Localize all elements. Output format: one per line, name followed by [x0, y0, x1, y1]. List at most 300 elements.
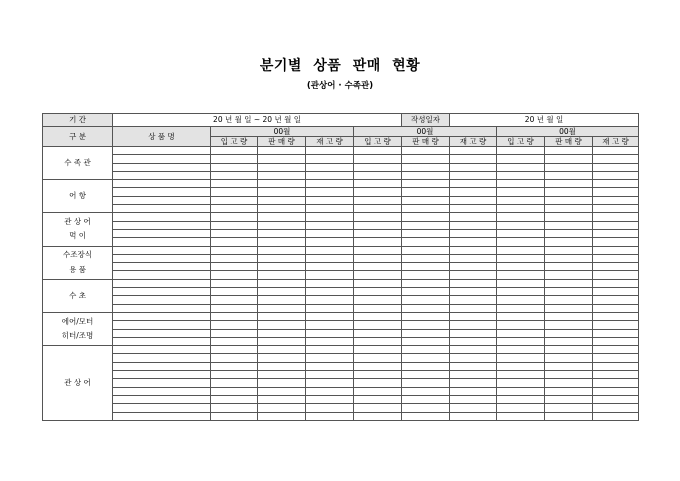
product-name-cell[interactable]	[113, 387, 211, 395]
quantity-cell[interactable]	[450, 288, 497, 296]
quantity-cell[interactable]	[593, 354, 639, 362]
quantity-cell[interactable]	[450, 404, 497, 412]
quantity-cell[interactable]	[354, 371, 402, 379]
quantity-cell[interactable]	[593, 238, 639, 246]
quantity-cell[interactable]	[258, 404, 306, 412]
quantity-cell[interactable]	[258, 221, 306, 229]
quantity-cell[interactable]	[306, 271, 354, 279]
quantity-cell[interactable]	[450, 254, 497, 262]
quantity-cell[interactable]	[450, 337, 497, 345]
quantity-cell[interactable]	[545, 147, 593, 155]
product-name-cell[interactable]	[113, 171, 211, 179]
quantity-cell[interactable]	[258, 254, 306, 262]
quantity-cell[interactable]	[211, 296, 258, 304]
quantity-cell[interactable]	[354, 354, 402, 362]
product-name-cell[interactable]	[113, 379, 211, 387]
product-name-cell[interactable]	[113, 395, 211, 403]
quantity-cell[interactable]	[354, 229, 402, 237]
quantity-cell[interactable]	[258, 229, 306, 237]
quantity-cell[interactable]	[306, 213, 354, 221]
quantity-cell[interactable]	[211, 254, 258, 262]
quantity-cell[interactable]	[354, 346, 402, 354]
quantity-cell[interactable]	[450, 229, 497, 237]
quantity-cell[interactable]	[211, 304, 258, 312]
quantity-cell[interactable]	[450, 296, 497, 304]
quantity-cell[interactable]	[258, 395, 306, 403]
quantity-cell[interactable]	[306, 346, 354, 354]
quantity-cell[interactable]	[497, 321, 545, 329]
quantity-cell[interactable]	[258, 271, 306, 279]
quantity-cell[interactable]	[497, 404, 545, 412]
quantity-cell[interactable]	[402, 296, 450, 304]
quantity-cell[interactable]	[211, 213, 258, 221]
quantity-cell[interactable]	[593, 387, 639, 395]
quantity-cell[interactable]	[354, 221, 402, 229]
quantity-cell[interactable]	[545, 246, 593, 254]
quantity-cell[interactable]	[545, 288, 593, 296]
quantity-cell[interactable]	[545, 163, 593, 171]
quantity-cell[interactable]	[450, 329, 497, 337]
product-name-cell[interactable]	[113, 196, 211, 204]
quantity-cell[interactable]	[402, 312, 450, 320]
quantity-cell[interactable]	[593, 147, 639, 155]
quantity-cell[interactable]	[354, 155, 402, 163]
quantity-cell[interactable]	[354, 379, 402, 387]
quantity-cell[interactable]	[306, 371, 354, 379]
quantity-cell[interactable]	[593, 271, 639, 279]
quantity-cell[interactable]	[450, 387, 497, 395]
quantity-cell[interactable]	[450, 180, 497, 188]
product-name-cell[interactable]	[113, 213, 211, 221]
quantity-cell[interactable]	[211, 180, 258, 188]
quantity-cell[interactable]	[306, 147, 354, 155]
quantity-cell[interactable]	[211, 229, 258, 237]
quantity-cell[interactable]	[450, 371, 497, 379]
quantity-cell[interactable]	[258, 196, 306, 204]
product-name-cell[interactable]	[113, 296, 211, 304]
quantity-cell[interactable]	[211, 163, 258, 171]
quantity-cell[interactable]	[306, 263, 354, 271]
quantity-cell[interactable]	[497, 371, 545, 379]
quantity-cell[interactable]	[211, 205, 258, 213]
quantity-cell[interactable]	[306, 254, 354, 262]
quantity-cell[interactable]	[450, 321, 497, 329]
quantity-cell[interactable]	[497, 213, 545, 221]
quantity-cell[interactable]	[450, 163, 497, 171]
quantity-cell[interactable]	[450, 271, 497, 279]
quantity-cell[interactable]	[497, 263, 545, 271]
quantity-cell[interactable]	[211, 312, 258, 320]
quantity-cell[interactable]	[354, 279, 402, 287]
quantity-cell[interactable]	[402, 321, 450, 329]
quantity-cell[interactable]	[354, 180, 402, 188]
quantity-cell[interactable]	[402, 147, 450, 155]
quantity-cell[interactable]	[211, 321, 258, 329]
quantity-cell[interactable]	[593, 337, 639, 345]
quantity-cell[interactable]	[593, 213, 639, 221]
quantity-cell[interactable]	[354, 147, 402, 155]
quantity-cell[interactable]	[497, 271, 545, 279]
quantity-cell[interactable]	[354, 296, 402, 304]
quantity-cell[interactable]	[211, 147, 258, 155]
product-name-cell[interactable]	[113, 263, 211, 271]
product-name-cell[interactable]	[113, 337, 211, 345]
quantity-cell[interactable]	[593, 304, 639, 312]
quantity-cell[interactable]	[593, 379, 639, 387]
quantity-cell[interactable]	[258, 279, 306, 287]
product-name-cell[interactable]	[113, 238, 211, 246]
quantity-cell[interactable]	[354, 254, 402, 262]
quantity-cell[interactable]	[306, 312, 354, 320]
quantity-cell[interactable]	[497, 147, 545, 155]
quantity-cell[interactable]	[497, 362, 545, 370]
quantity-cell[interactable]	[450, 246, 497, 254]
quantity-cell[interactable]	[545, 254, 593, 262]
quantity-cell[interactable]	[354, 321, 402, 329]
product-name-cell[interactable]	[113, 246, 211, 254]
quantity-cell[interactable]	[402, 387, 450, 395]
quantity-cell[interactable]	[354, 246, 402, 254]
quantity-cell[interactable]	[306, 229, 354, 237]
quantity-cell[interactable]	[402, 238, 450, 246]
product-name-cell[interactable]	[113, 271, 211, 279]
quantity-cell[interactable]	[497, 395, 545, 403]
quantity-cell[interactable]	[402, 196, 450, 204]
quantity-cell[interactable]	[450, 147, 497, 155]
quantity-cell[interactable]	[211, 329, 258, 337]
quantity-cell[interactable]	[402, 263, 450, 271]
quantity-cell[interactable]	[402, 213, 450, 221]
quantity-cell[interactable]	[354, 163, 402, 171]
quantity-cell[interactable]	[306, 279, 354, 287]
quantity-cell[interactable]	[545, 412, 593, 420]
quantity-cell[interactable]	[258, 337, 306, 345]
quantity-cell[interactable]	[306, 412, 354, 420]
quantity-cell[interactable]	[402, 254, 450, 262]
quantity-cell[interactable]	[211, 337, 258, 345]
quantity-cell[interactable]	[354, 205, 402, 213]
quantity-cell[interactable]	[306, 163, 354, 171]
quantity-cell[interactable]	[450, 412, 497, 420]
quantity-cell[interactable]	[545, 296, 593, 304]
quantity-cell[interactable]	[450, 362, 497, 370]
quantity-cell[interactable]	[211, 196, 258, 204]
quantity-cell[interactable]	[402, 329, 450, 337]
quantity-cell[interactable]	[402, 271, 450, 279]
quantity-cell[interactable]	[258, 296, 306, 304]
quantity-cell[interactable]	[211, 271, 258, 279]
product-name-cell[interactable]	[113, 362, 211, 370]
quantity-cell[interactable]	[545, 263, 593, 271]
product-name-cell[interactable]	[113, 354, 211, 362]
quantity-cell[interactable]	[497, 221, 545, 229]
product-name-cell[interactable]	[113, 254, 211, 262]
quantity-cell[interactable]	[593, 346, 639, 354]
quantity-cell[interactable]	[545, 196, 593, 204]
quantity-cell[interactable]	[258, 312, 306, 320]
quantity-cell[interactable]	[545, 404, 593, 412]
quantity-cell[interactable]	[211, 379, 258, 387]
quantity-cell[interactable]	[211, 412, 258, 420]
quantity-cell[interactable]	[258, 155, 306, 163]
product-name-cell[interactable]	[113, 321, 211, 329]
quantity-cell[interactable]	[354, 213, 402, 221]
quantity-cell[interactable]	[593, 246, 639, 254]
quantity-cell[interactable]	[450, 304, 497, 312]
quantity-cell[interactable]	[306, 296, 354, 304]
quantity-cell[interactable]	[258, 246, 306, 254]
quantity-cell[interactable]	[258, 171, 306, 179]
quantity-cell[interactable]	[593, 221, 639, 229]
quantity-cell[interactable]	[306, 221, 354, 229]
quantity-cell[interactable]	[497, 163, 545, 171]
quantity-cell[interactable]	[593, 362, 639, 370]
quantity-cell[interactable]	[593, 163, 639, 171]
quantity-cell[interactable]	[497, 205, 545, 213]
quantity-cell[interactable]	[402, 412, 450, 420]
quantity-cell[interactable]	[306, 196, 354, 204]
quantity-cell[interactable]	[450, 379, 497, 387]
quantity-cell[interactable]	[497, 354, 545, 362]
quantity-cell[interactable]	[402, 371, 450, 379]
quantity-cell[interactable]	[545, 312, 593, 320]
quantity-cell[interactable]	[545, 321, 593, 329]
quantity-cell[interactable]	[354, 329, 402, 337]
quantity-cell[interactable]	[354, 288, 402, 296]
quantity-cell[interactable]	[497, 279, 545, 287]
quantity-cell[interactable]	[306, 329, 354, 337]
quantity-cell[interactable]	[354, 271, 402, 279]
quantity-cell[interactable]	[354, 304, 402, 312]
quantity-cell[interactable]	[402, 180, 450, 188]
product-name-cell[interactable]	[113, 205, 211, 213]
quantity-cell[interactable]	[354, 404, 402, 412]
quantity-cell[interactable]	[258, 412, 306, 420]
quantity-cell[interactable]	[258, 304, 306, 312]
quantity-cell[interactable]	[497, 312, 545, 320]
quantity-cell[interactable]	[497, 254, 545, 262]
quantity-cell[interactable]	[545, 180, 593, 188]
quantity-cell[interactable]	[211, 346, 258, 354]
quantity-cell[interactable]	[450, 263, 497, 271]
quantity-cell[interactable]	[450, 238, 497, 246]
quantity-cell[interactable]	[545, 329, 593, 337]
quantity-cell[interactable]	[306, 354, 354, 362]
quantity-cell[interactable]	[545, 337, 593, 345]
quantity-cell[interactable]	[211, 354, 258, 362]
quantity-cell[interactable]	[306, 404, 354, 412]
quantity-cell[interactable]	[402, 205, 450, 213]
quantity-cell[interactable]	[545, 171, 593, 179]
written-date-value[interactable]: 20 년 월 일	[450, 114, 639, 127]
quantity-cell[interactable]	[402, 346, 450, 354]
quantity-cell[interactable]	[402, 229, 450, 237]
quantity-cell[interactable]	[306, 387, 354, 395]
quantity-cell[interactable]	[258, 263, 306, 271]
quantity-cell[interactable]	[306, 205, 354, 213]
product-name-cell[interactable]	[113, 188, 211, 196]
quantity-cell[interactable]	[306, 304, 354, 312]
quantity-cell[interactable]	[306, 180, 354, 188]
quantity-cell[interactable]	[593, 312, 639, 320]
period-value[interactable]: 20 년 월 일 ~ 20 년 월 일	[113, 114, 402, 127]
quantity-cell[interactable]	[545, 271, 593, 279]
quantity-cell[interactable]	[211, 371, 258, 379]
quantity-cell[interactable]	[211, 171, 258, 179]
quantity-cell[interactable]	[497, 304, 545, 312]
quantity-cell[interactable]	[354, 337, 402, 345]
product-name-cell[interactable]	[113, 371, 211, 379]
quantity-cell[interactable]	[593, 395, 639, 403]
quantity-cell[interactable]	[497, 188, 545, 196]
quantity-cell[interactable]	[593, 371, 639, 379]
quantity-cell[interactable]	[497, 387, 545, 395]
quantity-cell[interactable]	[497, 346, 545, 354]
quantity-cell[interactable]	[497, 155, 545, 163]
quantity-cell[interactable]	[450, 205, 497, 213]
quantity-cell[interactable]	[258, 329, 306, 337]
quantity-cell[interactable]	[354, 312, 402, 320]
quantity-cell[interactable]	[306, 362, 354, 370]
quantity-cell[interactable]	[306, 246, 354, 254]
product-name-cell[interactable]	[113, 304, 211, 312]
quantity-cell[interactable]	[450, 155, 497, 163]
quantity-cell[interactable]	[306, 171, 354, 179]
quantity-cell[interactable]	[258, 371, 306, 379]
quantity-cell[interactable]	[402, 246, 450, 254]
quantity-cell[interactable]	[545, 205, 593, 213]
quantity-cell[interactable]	[258, 346, 306, 354]
quantity-cell[interactable]	[402, 379, 450, 387]
quantity-cell[interactable]	[545, 155, 593, 163]
quantity-cell[interactable]	[593, 404, 639, 412]
quantity-cell[interactable]	[450, 279, 497, 287]
quantity-cell[interactable]	[354, 395, 402, 403]
quantity-cell[interactable]	[211, 188, 258, 196]
quantity-cell[interactable]	[497, 329, 545, 337]
quantity-cell[interactable]	[545, 395, 593, 403]
quantity-cell[interactable]	[545, 346, 593, 354]
quantity-cell[interactable]	[402, 163, 450, 171]
quantity-cell[interactable]	[545, 371, 593, 379]
quantity-cell[interactable]	[211, 221, 258, 229]
quantity-cell[interactable]	[593, 329, 639, 337]
quantity-cell[interactable]	[402, 188, 450, 196]
quantity-cell[interactable]	[211, 404, 258, 412]
quantity-cell[interactable]	[211, 279, 258, 287]
quantity-cell[interactable]	[258, 213, 306, 221]
quantity-cell[interactable]	[593, 321, 639, 329]
quantity-cell[interactable]	[354, 196, 402, 204]
quantity-cell[interactable]	[306, 337, 354, 345]
product-name-cell[interactable]	[113, 180, 211, 188]
quantity-cell[interactable]	[211, 395, 258, 403]
product-name-cell[interactable]	[113, 329, 211, 337]
quantity-cell[interactable]	[593, 171, 639, 179]
quantity-cell[interactable]	[450, 395, 497, 403]
product-name-cell[interactable]	[113, 221, 211, 229]
product-name-cell[interactable]	[113, 147, 211, 155]
quantity-cell[interactable]	[497, 379, 545, 387]
quantity-cell[interactable]	[354, 188, 402, 196]
quantity-cell[interactable]	[593, 279, 639, 287]
quantity-cell[interactable]	[593, 229, 639, 237]
quantity-cell[interactable]	[258, 205, 306, 213]
quantity-cell[interactable]	[545, 362, 593, 370]
quantity-cell[interactable]	[354, 387, 402, 395]
quantity-cell[interactable]	[402, 221, 450, 229]
quantity-cell[interactable]	[593, 288, 639, 296]
product-name-cell[interactable]	[113, 288, 211, 296]
quantity-cell[interactable]	[497, 180, 545, 188]
product-name-cell[interactable]	[113, 163, 211, 171]
quantity-cell[interactable]	[545, 379, 593, 387]
quantity-cell[interactable]	[545, 387, 593, 395]
quantity-cell[interactable]	[450, 213, 497, 221]
quantity-cell[interactable]	[545, 188, 593, 196]
product-name-cell[interactable]	[113, 412, 211, 420]
quantity-cell[interactable]	[306, 379, 354, 387]
quantity-cell[interactable]	[497, 246, 545, 254]
quantity-cell[interactable]	[593, 188, 639, 196]
quantity-cell[interactable]	[354, 412, 402, 420]
quantity-cell[interactable]	[450, 221, 497, 229]
quantity-cell[interactable]	[258, 147, 306, 155]
quantity-cell[interactable]	[545, 238, 593, 246]
quantity-cell[interactable]	[306, 288, 354, 296]
quantity-cell[interactable]	[450, 196, 497, 204]
quantity-cell[interactable]	[306, 321, 354, 329]
quantity-cell[interactable]	[402, 337, 450, 345]
quantity-cell[interactable]	[497, 337, 545, 345]
quantity-cell[interactable]	[450, 354, 497, 362]
product-name-cell[interactable]	[113, 404, 211, 412]
quantity-cell[interactable]	[402, 155, 450, 163]
quantity-cell[interactable]	[545, 279, 593, 287]
quantity-cell[interactable]	[258, 379, 306, 387]
quantity-cell[interactable]	[593, 205, 639, 213]
quantity-cell[interactable]	[593, 296, 639, 304]
quantity-cell[interactable]	[354, 238, 402, 246]
quantity-cell[interactable]	[593, 412, 639, 420]
quantity-cell[interactable]	[306, 238, 354, 246]
quantity-cell[interactable]	[593, 180, 639, 188]
quantity-cell[interactable]	[306, 395, 354, 403]
quantity-cell[interactable]	[402, 395, 450, 403]
quantity-cell[interactable]	[593, 155, 639, 163]
quantity-cell[interactable]	[450, 188, 497, 196]
quantity-cell[interactable]	[402, 171, 450, 179]
quantity-cell[interactable]	[545, 354, 593, 362]
quantity-cell[interactable]	[258, 188, 306, 196]
quantity-cell[interactable]	[258, 354, 306, 362]
quantity-cell[interactable]	[306, 188, 354, 196]
quantity-cell[interactable]	[258, 387, 306, 395]
quantity-cell[interactable]	[211, 246, 258, 254]
quantity-cell[interactable]	[211, 238, 258, 246]
quantity-cell[interactable]	[545, 229, 593, 237]
quantity-cell[interactable]	[354, 362, 402, 370]
product-name-cell[interactable]	[113, 279, 211, 287]
product-name-cell[interactable]	[113, 155, 211, 163]
quantity-cell[interactable]	[211, 155, 258, 163]
quantity-cell[interactable]	[450, 312, 497, 320]
quantity-cell[interactable]	[211, 362, 258, 370]
quantity-cell[interactable]	[593, 196, 639, 204]
quantity-cell[interactable]	[258, 238, 306, 246]
quantity-cell[interactable]	[354, 171, 402, 179]
quantity-cell[interactable]	[354, 263, 402, 271]
